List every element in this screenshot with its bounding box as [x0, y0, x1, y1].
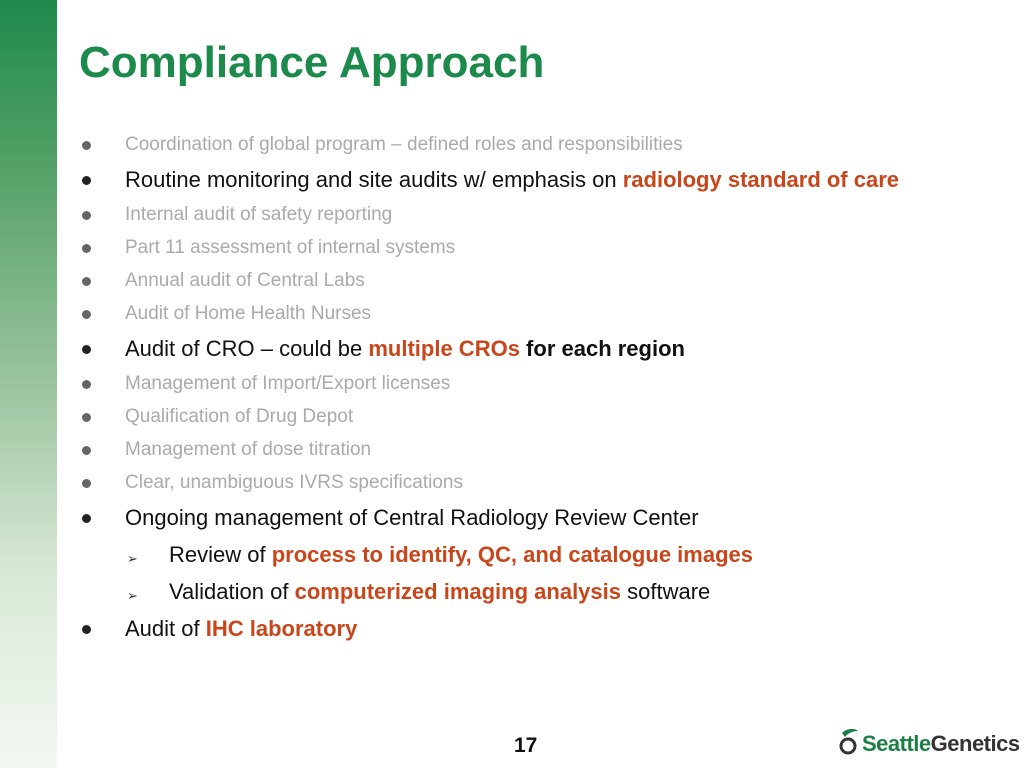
bullet-item — [79, 610, 959, 647]
bullet-dot-icon — [82, 479, 91, 488]
bullet-text: Annual audit of Central Labs — [125, 270, 365, 291]
bullet-item — [79, 231, 959, 264]
bullet-list — [79, 128, 959, 647]
bullet-item — [79, 161, 959, 198]
sub-bullet-item — [79, 573, 959, 610]
bullet-text: multiple CROs — [368, 336, 520, 361]
bullet-dot-icon — [82, 514, 91, 523]
bullet-text: software — [621, 579, 711, 604]
bullet-item — [79, 198, 959, 231]
company-logo — [836, 726, 1020, 762]
bullet-text: Qualification of Drug Depot — [125, 406, 354, 427]
bullet-item — [79, 499, 959, 536]
bullet-dot-icon — [82, 446, 91, 455]
bullet-item — [79, 433, 959, 466]
bullet-dot-icon — [82, 310, 91, 319]
bullet-text: Routine monitoring and site audits w/ emphasis on — [125, 167, 623, 192]
logo-text-seattle: Seattle — [862, 731, 931, 756]
bullet-item — [79, 400, 959, 433]
bullet-item — [79, 367, 959, 400]
bullet-text: Ongoing management of Central Radiology Review Center — [125, 505, 699, 530]
seattle-genetics-leaf-icon — [836, 727, 862, 762]
bullet-dot-icon — [82, 176, 91, 185]
bullet-item — [79, 264, 959, 297]
bullet-item — [79, 128, 959, 161]
bullet-text: Management of dose titration — [125, 439, 372, 460]
bullet-dot-icon — [82, 380, 91, 389]
page-number: 17 — [514, 734, 538, 757]
bullet-text: Audit of — [125, 616, 206, 641]
bullet-text: Management of Import/Export licenses — [125, 373, 451, 394]
bullet-dot-icon — [82, 625, 91, 634]
arrow-bullet-icon: ➢ — [127, 551, 138, 566]
bullet-text: Review of — [169, 542, 272, 567]
bullet-dot-icon — [82, 211, 91, 220]
bullet-dot-icon — [82, 244, 91, 253]
sub-bullet-item — [79, 536, 959, 573]
bullet-text: Coordination of global program – defined roles and responsibilities — [125, 134, 683, 155]
bullet-text: process to identify, QC, and catalogue images — [271, 542, 753, 567]
bullet-text: radiology standard of care — [622, 167, 900, 192]
bullet-item — [79, 297, 959, 330]
arrow-bullet-icon: ➢ — [127, 588, 138, 603]
bullet-text: Audit of CRO – could be — [125, 336, 369, 361]
bullet-item — [79, 466, 959, 499]
bullet-text: IHC laboratory — [205, 616, 358, 641]
bullet-text: Part 11 assessment of internal systems — [125, 237, 456, 258]
bullet-text: Audit of Home Health Nurses — [125, 303, 372, 324]
bullet-text: computerized imaging analysis — [294, 579, 622, 604]
bullet-text: Clear, unambiguous IVRS specifications — [125, 472, 463, 493]
bullet-text: for each region — [519, 336, 685, 361]
bullet-item — [79, 330, 959, 367]
bullet-dot-icon — [82, 345, 91, 354]
bullet-text: Validation of — [169, 579, 295, 604]
left-gradient-bar — [0, 0, 57, 768]
bullet-dot-icon — [82, 413, 91, 422]
logo-text-genetics: Genetics — [930, 731, 1020, 756]
bullet-dot-icon — [82, 277, 91, 286]
bullet-dot-icon — [82, 141, 91, 150]
slide-title: Compliance Approach — [79, 38, 545, 87]
bullet-text: Internal audit of safety reporting — [125, 204, 393, 225]
